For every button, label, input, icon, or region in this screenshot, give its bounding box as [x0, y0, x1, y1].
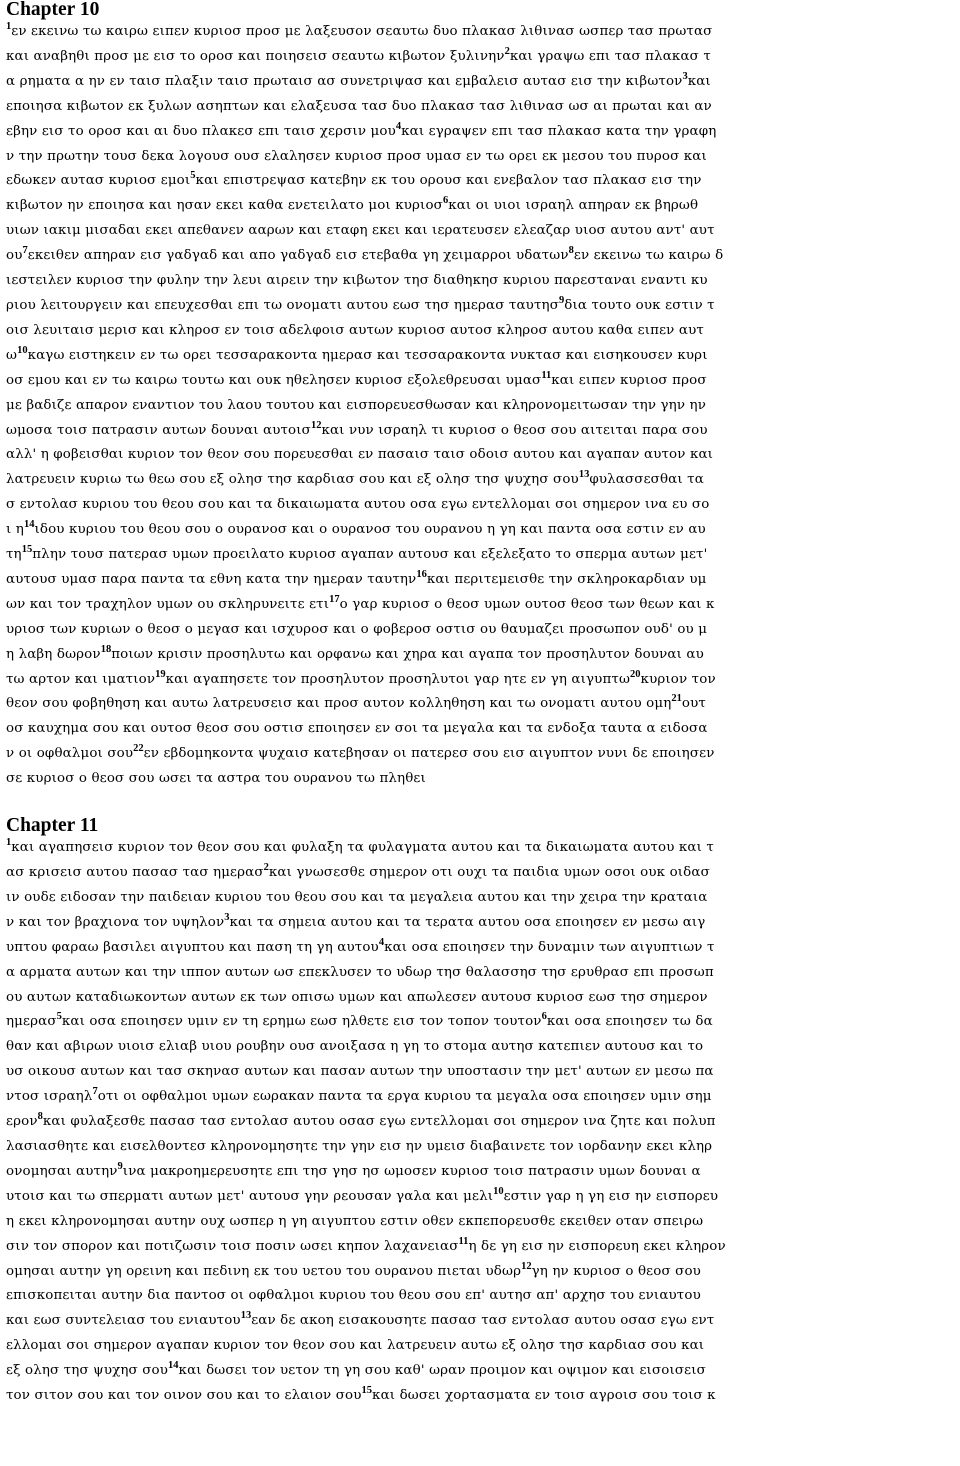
verse-text: ομησαι αυτην γη ορεινη και πεδινη εκ του υετου του ουρανου πιεται υδωρ — [6, 1263, 522, 1279]
verse-text: ιεστειλεν κυριοσ την φυλην την λευι αιρειν την κιβωτον τησ διαθηκησ κυριου παρεσταναι εναντι κυ — [6, 273, 708, 289]
text-line — [6, 1060, 960, 1085]
text-line — [6, 344, 960, 369]
verse-text: και εγραψεν επι τασ πλακασ κατα την γραφη — [401, 123, 717, 139]
text-line — [6, 1135, 960, 1160]
text-line — [6, 1260, 960, 1285]
text-line — [6, 468, 960, 493]
verse-text: ερον — [6, 1114, 38, 1130]
text-line — [6, 936, 960, 961]
verse-number: 17 — [329, 593, 340, 605]
verse-number: 10 — [493, 1185, 504, 1197]
verse-text: ριου λειτουργειν και επευχεσθαι επι τω ονοματι αυτου εωσ τησ ημερασ ταυτησ — [6, 297, 559, 313]
chapter-10 — [6, 0, 960, 792]
text-line — [6, 145, 960, 170]
text-line — [6, 1160, 960, 1185]
text-line — [6, 1085, 960, 1110]
verse-text: ν και τον βραχιονα τον υψηλον — [6, 914, 225, 930]
chapter-text — [6, 20, 960, 792]
verse-text: και αγαπησετε τον προσηλυτον προσηλυτοι γαρ ητε εν γη αιγυπτω — [165, 671, 631, 687]
text-line — [6, 1010, 960, 1035]
verse-text: ν την πρωτην τουσ δεκα λογουσ ουσ ελαλησεν κυριοσ προσ υμασ εν τω ορει εκ μεσου του πυροσ και — [6, 148, 707, 164]
text-line — [6, 543, 960, 568]
verse-text: και οσα εποιησεν την δυναμιν των αιγυπτιων τ — [384, 939, 715, 955]
verse-number: 1 — [6, 21, 12, 32]
verse-text: και οι υιοι ισραηλ απηραν εκ βηρωθ — [448, 198, 699, 214]
verse-text: ιν ουδε ειδοσαν την παιδειαν κυριου του θεου σου και τα μεγαλεια αυτου και την χειρα την κραταια — [6, 889, 708, 905]
text-line — [6, 961, 960, 986]
verse-text: εδωκεν αυτασ κυριοσ εμοι — [6, 173, 191, 189]
text-line — [6, 643, 960, 668]
verse-text: ι η — [6, 522, 24, 538]
text-line — [6, 169, 960, 194]
verse-text: ου αυτων καταδιωκοντων αυτων εκ των οπισω υμων και απωλεσεν αυτουσ κυριοσ εωσ τησ σημερον — [6, 989, 708, 1005]
text-line — [6, 244, 960, 269]
verse-number: 5 — [190, 170, 196, 182]
verse-number: 18 — [100, 643, 112, 655]
verse-number: 14 — [23, 519, 35, 531]
chapter-heading: Chapter 11 — [6, 815, 99, 837]
text-line — [6, 593, 960, 618]
verse-number: 15 — [361, 1385, 373, 1397]
verse-text: εν εκεινω τω καιρω δ — [573, 248, 724, 264]
verse-text: και οσα εποιησεν τω δα — [546, 1014, 713, 1030]
text-line — [6, 911, 960, 936]
verse-text: γη ην κυριοσ ο θεοσ σου — [531, 1263, 701, 1279]
text-line — [6, 45, 960, 70]
text-line — [6, 692, 960, 717]
verse-text: και νυν ισραηλ τι κυριοσ ο θεοσ σου αιτειται παρα σου — [321, 422, 708, 438]
verse-text: ονομησαι αυτην — [6, 1163, 118, 1179]
text-line — [6, 1185, 960, 1210]
verse-text: ποιων κρισιν προσηλυτω και ορφανω και χηρα και αγαπα τον προσηλυτον δουναι αυ — [111, 646, 704, 662]
verse-number: 2 — [263, 862, 269, 873]
verse-text: υριοσ των κυριων ο θεοσ ο μεγασ και ισχυροσ και ο φοβεροσ οστισ ου θαυμαζει προσωπον ουδ' ου μ — [6, 621, 708, 637]
text-line — [6, 493, 960, 518]
chapter-text — [6, 836, 960, 1409]
text-line — [6, 767, 960, 792]
verse-text: η λαβη δωρον — [6, 646, 101, 662]
verse-text: α ρηματα α ην εν ταισ πλαξιν ταισ πρωταισ ασ συνετριψασ και εμβαλεισ αυτασ εισ την κιβωτον — [6, 73, 683, 89]
verse-number: 6 — [442, 195, 449, 207]
verse-text: οτι οι οφθαλμοι υμων εωρακαν παντα τα εργα κυριου τα μεγαλα οσα εποιησεν υμιν σημ — [97, 1089, 712, 1105]
verse-text: ασ κρισεισ αυτου πασασ τασ ημερασ — [6, 865, 264, 880]
text-line — [6, 861, 960, 886]
verse-number: 4 — [378, 936, 385, 948]
verse-number: 16 — [416, 568, 427, 580]
verse-number: 3 — [224, 911, 230, 923]
verse-text: οσ καυχημα σου και ουτοσ θεοσ σου οστισ εποιησεν εν σοι τα μεγαλα και τα ενδοξα ταυτα α ειδοσα — [6, 721, 708, 737]
verse-number: 6 — [541, 1011, 547, 1023]
chapter-11 — [6, 816, 960, 1409]
text-line — [6, 394, 960, 419]
verse-text: οσ εμου και εν τω καιρω τουτω και ουκ ηθελησεν κυριοσ εξολεθρευσαι υμασ — [6, 372, 542, 388]
verse-text: εποιησα κιβωτον εκ ξυλων ασηπτων και ελαξευσα τασ δυο πλακασ τασ λιθινασ ωσ αι πρωται και αν — [6, 98, 712, 114]
verse-text: δια τουτο ουκ εστιν τ — [564, 297, 715, 313]
chapter-list — [6, 0, 960, 1409]
text-line — [6, 294, 960, 319]
verse-text: λασιασθητε και εισελθοντεσ κληρονομησητε την γην εισ ην υμεισ διαβαινετε τον ιορδανην εκει κληρ — [6, 1138, 713, 1154]
text-line — [6, 443, 960, 468]
verse-number: 12 — [521, 1260, 532, 1272]
verse-text: φυλασσεσθαι τα — [589, 472, 704, 488]
verse-number: 3 — [682, 70, 688, 82]
verse-text: η εκει κληρονομησαι αυτην ουχ ωσπερ η γη αιγυπτου εστιν οθεν εκπεπορευσθε εκειθεν οταν σπειρω — [6, 1213, 704, 1229]
verse-number: 19 — [155, 668, 166, 680]
text-line — [6, 1334, 960, 1359]
verse-number: 12 — [310, 419, 322, 431]
verse-text: αυτουσ υμασ παρα παντα τα εθνη κατα την ημεραν ταυτην — [6, 571, 417, 587]
verse-number: 4 — [395, 120, 402, 132]
verse-number: 2 — [504, 45, 510, 57]
verse-text: τω αρτον και ιματιον — [6, 671, 156, 687]
verse-text: αλλ' η φοβεισθαι κυριον τον θεον σου πορευεσθαι εν πασαισ ταισ οδοισ αυτου και αγαπαν αυτον και — [6, 447, 714, 463]
verse-text: ο γαρ κυριοσ ο θεοσ υμων ουτοσ θεοσ των θεων και κ — [339, 596, 715, 612]
text-line — [6, 1110, 960, 1135]
verse-number: 1 — [6, 837, 12, 849]
verse-text: τη — [6, 547, 22, 563]
verse-number: 9 — [117, 1160, 123, 1172]
verse-text: ου — [6, 248, 23, 264]
verse-number: 9 — [558, 294, 565, 306]
verse-text: και οσα εποιησεν υμιν εν τη ερημω εωσ ηλθετε εισ τον τοπον τουτον — [61, 1014, 542, 1030]
verse-text: και επιστρεψασ κατεβην εκ του ορουσ και ενεβαλον τασ πλακασ εισ την — [195, 173, 702, 189]
verse-number: 11 — [541, 369, 552, 381]
verse-number: 7 — [92, 1086, 98, 1098]
verse-text: και περιτεμεισθε την σκληροκαρδιαν υμ — [426, 571, 707, 587]
verse-text: η δε γη εισ ην εισπορευη εκει κληρον — [468, 1238, 726, 1254]
verse-text: και γραψω επι τασ πλακασ τ — [509, 48, 711, 64]
text-line — [6, 319, 960, 344]
verse-text: οισ λευιταισ μερισ και κληροσ εν τοισ αδελφοισ αυτων κυριοσ αυτοσ κληροσ αυτου καθα ειπεν αυτ — [6, 322, 704, 338]
verse-text: α αρματα αυτων και την ιππον αυτων ωσ επεκλυσεν το υδωρ τησ θαλασσησ τησ ερυθρασ επι προσωπ — [6, 964, 714, 980]
verse-text: θεον σου φοβηθηση και αυτω λατρευσεισ και προσ αυτον κολληθηση και τω ονοματι αυτου ομη — [6, 696, 672, 712]
text-line — [6, 986, 960, 1011]
verse-text: ω — [6, 347, 18, 363]
verse-text: και φυλαξεσθε πασασ τασ εντολασ αυτου οσασ εγω εντελλομαι σοι σημερον ινα ζητε και πολυπ — [42, 1114, 716, 1130]
text-line — [6, 1384, 960, 1409]
verse-text: ν οι οφθαλμοι σου — [6, 746, 134, 762]
verse-text: και δωσει τον υετον τη γη σου καθ' ωραν προιμον και οψιμον και εισοισεισ — [178, 1363, 706, 1379]
verse-text: υιων ιακιμ μισαδαι εκει απεθανεν ααρων και εταφη εκει και ιερατευσεν ελεαζαρ υιοσ αυτου αντ' αυτ — [6, 223, 715, 239]
verse-text: εξ ολησ τησ ψυχησ σου — [6, 1363, 169, 1379]
verse-text: εστιν γαρ η γη εισ ην εισπορευ — [503, 1188, 719, 1204]
verse-text: σ εντολασ κυριου του θεου σου και τα δικαιωματα αυτου οσα εγω εντελλομαι σοι σημερον ινα ευ σο — [6, 497, 710, 513]
verse-text: ντοσ ισραηλ — [6, 1089, 93, 1105]
verse-text: ημερασ — [6, 1014, 57, 1030]
verse-number: 10 — [17, 344, 28, 356]
verse-number: 7 — [22, 245, 28, 257]
verse-number: 15 — [21, 544, 33, 556]
verse-text: ελλομαι σοι σημερον αγαπαν κυριον τον θεον σου και λατρευειν αυτω εξ ολησ τησ καρδιασ σου και — [6, 1338, 705, 1354]
text-line — [6, 836, 960, 861]
text-line — [6, 20, 960, 45]
text-line — [6, 369, 960, 394]
verse-text: πλην τουσ πατερασ υμων προειλατο κυριοσ αγαπαν αυτουσ και εξελεξατο το σπερμα αυτων μετ' — [32, 547, 708, 563]
text-line — [6, 568, 960, 593]
verse-number: 20 — [630, 668, 641, 680]
verse-text: και — [687, 73, 711, 89]
verse-text: και γνωσεσθε σημερον οτι ουχι τα παιδια υμων οσοι ουκ οιδασ — [268, 865, 710, 880]
text-line — [6, 886, 960, 911]
verse-text: και αγαπησεισ κυριον τον θεον σου και φυλαξη τα φυλαγματα αυτου και τα δικαιωματα αυτου και τ — [11, 840, 714, 856]
verse-text: ιδου κυριου του θεου σου ο ουρανοσ και ο ουρανοσ του ουρανου η γη και παντα οσα εστιν εν αυ — [34, 522, 706, 538]
verse-text: και εωσ συντελειασ του ενιαυτου — [6, 1313, 241, 1329]
verse-text: επισκοπειται αυτην δια παντοσ οι οφθαλμοι κυριου του θεου σου επ' αυτησ απ' αρχησ του ενιαυτου — [6, 1288, 701, 1304]
verse-text: εν εβδομηκοντα ψυχαισ κατεβησαν οι πατερεσ σου εισ αιγυπτον νυνι δε εποιησεν — [143, 746, 715, 762]
verse-text: εαν δε ακοη εισακουσητε πασασ τασ εντολασ αυτου οσασ εγω εντ — [251, 1313, 715, 1329]
verse-text: θαν και αβιρων υιοισ ελιαβ υιου ρουβην ουσ ανοιξασα η γη το στομα αυτησ κατεπιεν αυτουσ και το — [6, 1039, 704, 1055]
verse-text: ινα μακροημερευσητε επι τησ γησ ησ ωμοσεν κυριοσ τοισ πατρασιν υμων δουναι α — [122, 1163, 701, 1179]
verse-text: εν εκεινω τω καιρω ειπεν κυριοσ προσ με λαξευσον σεαυτω δυο πλακασ λιθινασ ωσπερ τασ πρωτασ — [11, 24, 713, 39]
verse-number: 13 — [240, 1310, 252, 1322]
text-line — [6, 1235, 960, 1260]
verse-number: 8 — [37, 1111, 43, 1123]
verse-text: και ειπεν κυριοσ προσ — [551, 372, 707, 388]
text-line — [6, 95, 960, 120]
text-line — [6, 742, 960, 767]
verse-text: τον σιτον σου και τον οινον σου και το ελαιον σου — [6, 1388, 362, 1404]
text-line — [6, 1035, 960, 1060]
verse-text: καγω ειστηκειν εν τω ορει τεσσαρακοντα ημερασ και τεσσαρακοντα νυκτασ και εισηκουσεν κυρι — [27, 347, 708, 363]
verse-text: και τα σημεια αυτου και τα τερατα αυτου οσα εποιησεν εν μεσω αιγ — [229, 914, 706, 930]
verse-number: 8 — [568, 245, 574, 257]
text-line — [6, 70, 960, 95]
verse-number: 22 — [133, 743, 144, 755]
text-line — [6, 668, 960, 693]
verse-text: με βαδιζε απαρον εναντιον του λαου τουτου και εισπορευεσθωσαν και κληρονομειτωσαν την γην ην — [6, 397, 707, 413]
text-line — [6, 1284, 960, 1309]
verse-text: κυριον τον — [640, 671, 716, 687]
verse-text: σιν τον σπορον και ποτιζωσιν τοισ ποσιν ωσει κηπον λαχανειασ — [6, 1238, 459, 1254]
text-line — [6, 269, 960, 294]
verse-text: ων και τον τραχηλον υμων ου σκληρυνειτε ετι — [6, 596, 330, 612]
verse-text: υπτου φαραω βασιλει αιγυπτου και παση τη γη αυτου — [6, 939, 379, 955]
verse-number: 14 — [168, 1360, 179, 1372]
text-line — [6, 194, 960, 219]
verse-text: και δωσει χορτασματα εν τοισ αγροισ σου τοισ κ — [372, 1388, 716, 1404]
verse-text: υτοισ και τω σπερματι αυτων μετ' αυτουσ γην ρεουσαν γαλα και μελι — [6, 1188, 494, 1204]
verse-number: 11 — [458, 1235, 469, 1247]
verse-number: 5 — [56, 1011, 62, 1023]
verse-text: ωμοσα τοισ πατρασιν αυτων δουναι αυτοισ — [6, 422, 311, 438]
verse-number: 21 — [671, 693, 682, 705]
verse-number: 13 — [578, 469, 590, 481]
verse-text: κιβωτον ην εποιησα και ησαν εκει καθα ενετειλατο μοι κυριοσ — [6, 198, 443, 214]
verse-text: ουτ — [681, 696, 706, 712]
verse-text: εκειθεν απηραν εισ γαδγαδ και απο γαδγαδ εισ ετεβαθα γη χειμαρροι υδατων — [27, 248, 569, 264]
text-line — [6, 219, 960, 244]
text-line — [6, 120, 960, 145]
text-line — [6, 1309, 960, 1334]
verse-text: εβην εισ το οροσ και αι δυο πλακεσ επι ταισ χερσιν μου — [6, 123, 396, 139]
text-line — [6, 1359, 960, 1384]
verse-text: σε κυριοσ ο θεοσ σου ωσει τα αστρα του ουρανου τω πληθει — [6, 771, 426, 787]
chapter-heading: Chapter 10 — [6, 0, 100, 20]
verse-text: και αναβηθι προσ με εισ το οροσ και ποιησεισ σεαυτω κιβωτον ξυλινην — [6, 48, 505, 64]
text-line — [6, 518, 960, 543]
text-line — [6, 419, 960, 444]
verse-text: υσ οικουσ αυτων και τασ σκηνασ αυτων και πασαν αυτων την υποστασιν την μετ' αυτων εν μεσω πα — [6, 1064, 714, 1080]
text-line — [6, 618, 960, 643]
text-line — [6, 717, 960, 742]
text-line — [6, 1210, 960, 1235]
verse-text: λατρευειν κυριω τω θεω σου εξ ολησ τησ καρδιασ σου και εξ ολησ τησ ψυχησ σου — [6, 472, 579, 488]
